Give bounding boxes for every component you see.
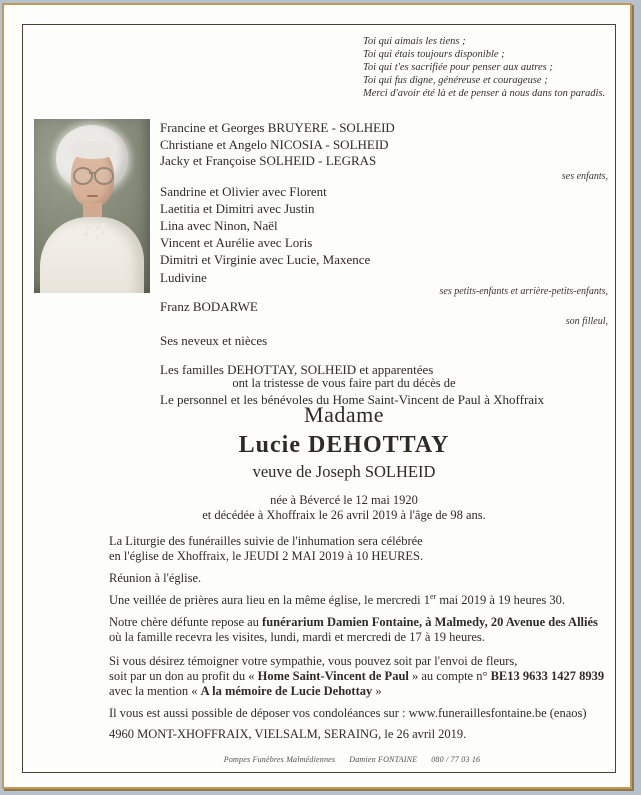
repose-line-2: où la famille recevra les visites, lundi, mardi et mercredi de 17 à 19 heures. xyxy=(109,630,485,644)
grandchild-name: Laetitia et Dimitri avec Justin xyxy=(160,200,315,216)
deceased-name: Lucie DEHOTTAY xyxy=(238,432,450,458)
repose-line-1 xyxy=(109,615,614,630)
portrait-glasses-left xyxy=(73,167,93,185)
quote-line: Toi qui fus digne, généreuse et courageuse ; xyxy=(363,75,548,86)
funeral-home-phone: 080 / 77 03 16 xyxy=(431,755,481,764)
grandchild-name: Lina avec Ninon, Naël xyxy=(160,217,278,233)
portrait-photo xyxy=(34,119,150,293)
grandchild-name: Ludivine xyxy=(160,269,207,285)
funeral-home-address: funérarium Damien Fontaine, à Malmedy, 20 Avenue des Alliés xyxy=(262,615,598,629)
families-line: Les familles DEHOTTAY, SOLHEID et apparentées xyxy=(160,361,434,377)
mention-text: avec la mention « xyxy=(109,684,201,698)
vigil-text: Une veillée de prières aura lieu en la même église, le mercredi 1 xyxy=(109,593,431,607)
vigil-text-end: mai 2019 à 19 heures 30. xyxy=(436,593,566,607)
city-date-line: 4960 MONT-XHOFFRAIX, VIELSALM, SERAING, le 26 avril 2019. xyxy=(109,727,467,741)
sympathy-line-1: Si vous désirez témoigner votre sympathie, vous pouvez soit par l'envoi de fleurs, xyxy=(109,654,518,668)
children-relation-label: ses enfants, xyxy=(561,170,608,182)
portrait-fringe xyxy=(68,141,118,159)
card-page xyxy=(2,3,632,789)
portrait-mouth xyxy=(87,195,98,197)
donation-text-mid: » au compte n° xyxy=(408,669,491,683)
vigil-line xyxy=(109,593,614,608)
bank-account-number: BE13 9633 1427 8939 xyxy=(490,669,605,683)
grandchild-name: Dimitri et Virginie avec Lucie, Maxence xyxy=(160,252,371,268)
deceased-relation: veuve de Joseph SOLHEID xyxy=(252,462,436,481)
memorial-quote xyxy=(363,35,627,100)
repose-text: Notre chère défunte repose au xyxy=(109,615,263,629)
liturgy-line-1: La Liturgie des funérailles suivie de l'inhumation sera célébrée xyxy=(109,534,423,548)
vigil-ordinal-sup: er xyxy=(430,591,437,601)
donation-beneficiary: Home Saint-Vincent de Paul xyxy=(257,669,409,683)
death-line: et décédée à Xhoffraix le 26 avril 2019 à l'âge de 98 ans. xyxy=(202,508,486,522)
mention-memory: A la mémoire de Lucie Dehottay xyxy=(200,684,373,698)
ceremony-details xyxy=(109,534,614,742)
child-name: Jacky et Françoise SOLHEID - LEGRAS xyxy=(160,153,377,168)
child-name: Francine et Georges BRUYERE - SOLHEID xyxy=(160,120,395,135)
godson-relation-label: son filleul, xyxy=(565,316,608,328)
staff-line: Le personnel et les bénévoles du Home Saint-Vincent de Paul à Xhoffraix xyxy=(160,392,545,408)
mention-text-end: » xyxy=(372,684,382,698)
donation-text: soit par un don au profit du « xyxy=(109,669,258,683)
portrait-pearl-necklace xyxy=(81,223,85,227)
quote-line: Toi qui aimais les tiens ; xyxy=(363,36,466,47)
quote-line: Toi qui t'es sacrifiée pour penser aux autres ; xyxy=(363,62,553,73)
family-list xyxy=(160,120,608,409)
quote-line: Merci d'avoir été là et de penser à nous dans ton paradis. xyxy=(363,88,606,99)
birth-line: née à Bévercé le 12 mai 1920 xyxy=(270,493,418,507)
godson-name: Franz BODARWE xyxy=(160,298,258,314)
funeral-director-name: Damien FONTAINE xyxy=(349,755,418,764)
announcement-intro: ont la tristesse de vous faire part du décès de xyxy=(232,376,456,390)
grandchildren-relation-label: ses petits-enfants et arrière-petits-enfants, xyxy=(439,285,608,297)
grandchild-name: Vincent et Aurélie avec Loris xyxy=(160,235,313,251)
liturgy-line-2: en l'église de Xhoffraix, le JEUDI 2 MAI 2019 à 10 HEURES. xyxy=(109,549,424,563)
condolences-line: Il vous est aussi possible de déposer vos condoléances sur : www.funeraillesfontaine.be (enaos) xyxy=(109,706,587,720)
portrait-glasses-bridge xyxy=(89,172,95,174)
nephews-line: Ses neveux et nièces xyxy=(160,333,268,349)
death-announcement xyxy=(102,376,586,523)
reunion-line: Réunion à l'église. xyxy=(109,571,202,585)
sympathy-line-2 xyxy=(109,669,614,684)
grandchild-name: Sandrine et Olivier avec Florent xyxy=(160,183,327,199)
sympathy-line-3 xyxy=(109,684,614,699)
funeral-home-footer xyxy=(122,755,582,764)
portrait-blouse xyxy=(40,217,144,293)
portrait-glasses-right xyxy=(94,167,114,185)
quote-line: Toi qui étais toujours disponible ; xyxy=(363,49,505,60)
funeral-home-name: Pompes Funèbres Malmédiennes xyxy=(223,755,336,764)
child-name: Christiane et Angelo NICOSIA - SOLHEID xyxy=(160,136,389,152)
deceased-title: Madame xyxy=(304,402,384,427)
